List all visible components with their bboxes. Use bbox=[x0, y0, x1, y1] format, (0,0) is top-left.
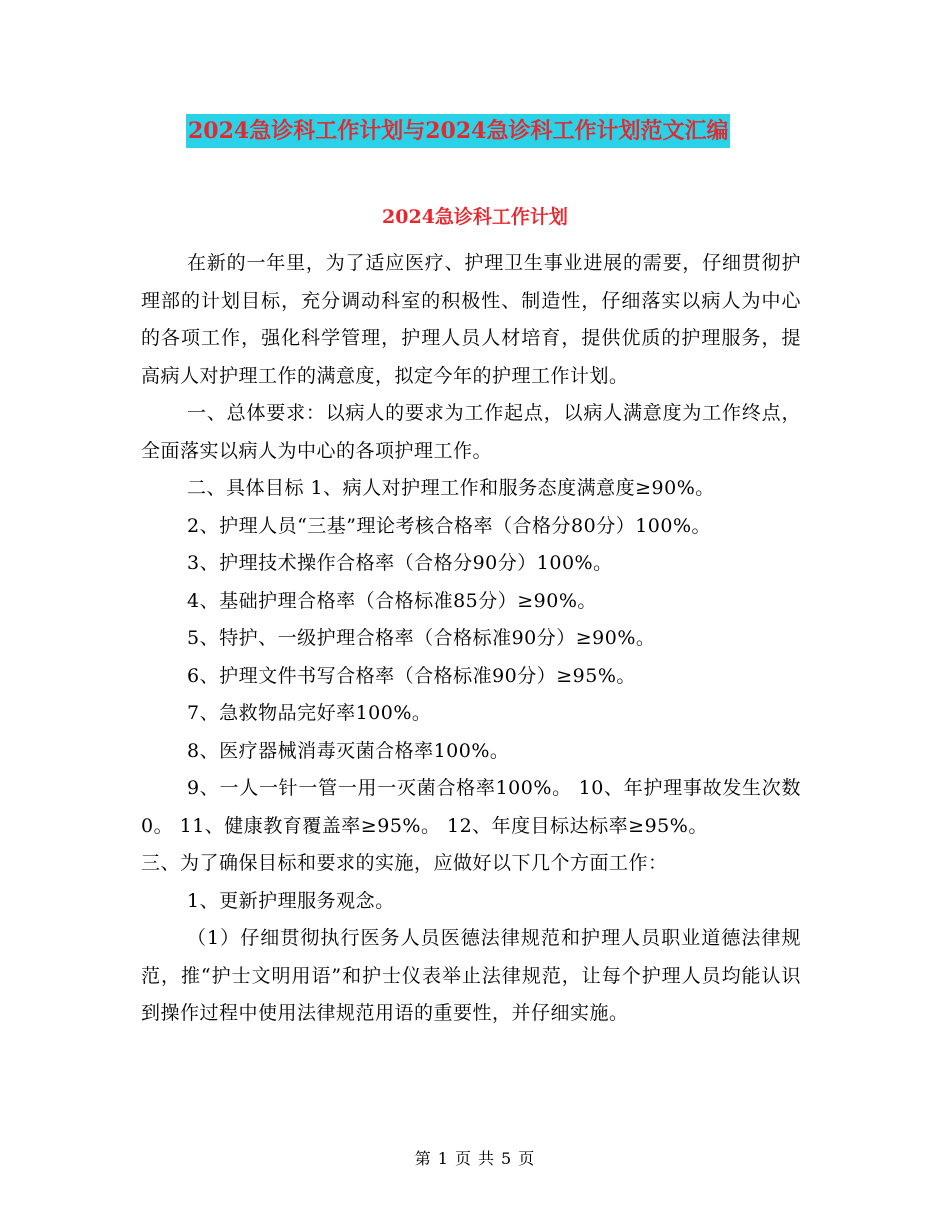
footer-page-current: 1 bbox=[437, 1149, 449, 1168]
paragraph: 3、护理技术操作合格率（合格分90分）100%。 bbox=[187, 552, 613, 574]
paragraph: 4、基础护理合格率（合格标准85分）≥90%。 bbox=[187, 589, 597, 612]
paragraph: （1）仔细贯彻执行医务人员医德法律规范和护理人员职业道德法律规范，推“护士文明用语”和护士仪表举止法律规范，让每个护理人员均能认识到操作过程中使用法律规范用语的重要性，并仔细实施。 bbox=[141, 927, 801, 1024]
paragraph: 二、具体目标 1、病人对护理工作和服务态度满意度≥90%。 bbox=[187, 477, 715, 499]
document-title: 2024急诊科工作计划与2024急诊科工作计划范文汇编 bbox=[186, 114, 730, 148]
footer-suffix: 页 bbox=[518, 1149, 536, 1168]
footer-prefix: 第 bbox=[414, 1149, 432, 1168]
footer-mid: 页 bbox=[454, 1149, 472, 1168]
paragraph: 1、更新护理服务观念。 bbox=[187, 889, 395, 912]
document-body bbox=[141, 245, 801, 1033]
paragraph: 9、一人一针一管一用一灭菌合格率100%。 10、年护理事故发生次数0。 11、健康教育覆盖率≥95%。 12、年度目标达标率≥95%。 bbox=[141, 777, 801, 837]
paragraph: 8、医疗器械消毒灭菌合格率100%。 bbox=[187, 739, 510, 762]
paragraph: 三、为了确保目标和要求的实施，应做好以下几个方面工作： bbox=[141, 852, 668, 874]
paragraph: 在新的一年里，为了适应医疗、护理卫生事业进展的需要，仔细贯彻护理部的计划目标，充分调动科室的积极性、制造性，仔细落实以病人为中心的各项工作，强化科学管理，护理人员人材培育，提供优质的护理服务，提高病人对护理工作的满意度，拟定今年的护理工作计划。 bbox=[141, 252, 801, 387]
paragraph: 6、护理文件书写合格率（合格标准90分）≥95%。 bbox=[187, 664, 636, 687]
section-title: 2024急诊科工作计划 bbox=[382, 206, 568, 228]
paragraph: 一、总体要求：以病人的要求为工作起点，以病人满意度为工作终点，全面落实以病人为中心的各项护理工作。 bbox=[141, 402, 801, 462]
page-footer bbox=[0, 1148, 950, 1170]
paragraph: 2、护理人员“三基”理论考核合格率（合格分80分）100%。 bbox=[187, 514, 712, 537]
paragraph: 7、急救物品完好率100%。 bbox=[187, 702, 432, 724]
footer-total-prefix: 共 bbox=[478, 1149, 496, 1168]
paragraph: 5、特护、一级护理合格率（合格标准90分）≥90%。 bbox=[187, 627, 656, 649]
footer-page-total: 5 bbox=[501, 1149, 513, 1168]
